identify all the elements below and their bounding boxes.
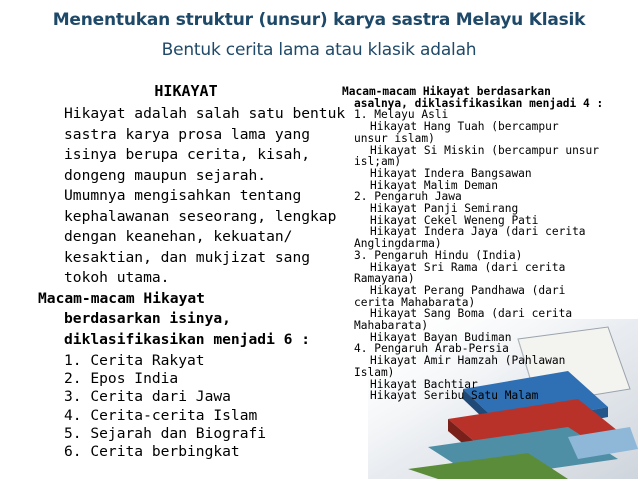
list-item: Islam) [354,365,395,379]
list-item: 3. Cerita dari Jawa [64,388,231,406]
definition-line: dengan keanehan, kekuatan/ [64,228,293,245]
list-item: Ramayana) [354,272,415,286]
list-item: Hikayat Bachtiar [370,377,478,391]
list-item: Hikayat Indera Jaya (dari cerita [370,225,586,239]
list-item: 1. Melayu Asli [354,108,449,122]
definition-line: dongeng maupun sejarah. [64,166,267,184]
macam-isi-list [38,352,314,461]
right-column [342,86,632,402]
list-item: 4. Cerita-cerita Islam [64,406,258,424]
list-item: unsur islam) [354,131,435,145]
list-item: Hikayat Hang Tuah (bercampur [370,120,559,134]
list-item: Hikayat Panji Semirang [370,202,519,216]
definition-line: kephalawanan seseorang, lengkap [64,207,337,225]
definition-line: tokoh utama. [64,269,170,286]
macam-asal-list [342,109,632,402]
list-item: isl;am) [354,155,402,169]
list-item: Hikayat Amir Hamzah (Pahlawan [370,354,566,368]
list-item: 6. Cerita berbingkat [64,443,240,461]
list-item: 2. Epos India [64,370,179,388]
list-item: 4. Pengaruh Arab-Persia [354,342,509,356]
macam-isi-heading [38,289,314,351]
list-item: Anglingdarma) [354,237,442,251]
macam-isi-heading-line: diklasifikasikan menjadi 6 : [64,330,311,348]
list-item: Mahabarata) [354,319,429,333]
list-item: Hikayat Sri Rama (dari cerita [370,260,566,274]
list-item: cerita Mahabarata) [354,295,476,309]
list-item: 2. Pengaruh Jawa [354,190,462,204]
list-item: 3. Pengaruh Hindu (India) [354,248,523,262]
list-item: 5. Sejarah dan Biografi [64,424,267,442]
macam-isi-heading-line: Macam-macam Hikayat [38,289,205,307]
list-item: Hikayat Seribu Satu Malam [370,389,539,403]
slide-title: Menentukan struktur (unsur) karya sastra Melayu Klasik [52,10,586,30]
hikayat-heading: HIKAYAT [154,82,218,100]
definition-line: kesaktian, dan mukjizat sang [64,248,311,266]
list-item: Hikayat Perang Pandhawa (dari [370,283,566,297]
hikayat-definition [38,104,346,289]
definition-line: Umumnya mengisahkan tentang [64,187,302,204]
list-item: Hikayat Si Miskin (bercampur unsur [370,143,600,157]
list-item: Hikayat Cekel Weneng Pati [370,213,539,227]
macam-asal-heading-line: asalnya, diklasifikasikan menjadi 4 : [354,96,604,110]
macam-asal-heading-line: Macam-macam Hikayat berdasarkan [342,85,551,98]
list-item: Hikayat Malim Deman [370,178,498,192]
definition-line: sastra karya prosa lama yang [64,125,311,143]
list-item: Hikayat Bayan Budiman [370,330,512,344]
definition-line: isinya berupa cerita, kisah, [64,146,311,163]
definition-line: Hikayat adalah salah satu bentuk [64,105,346,122]
list-item: 1. Cerita Rakyat [64,352,205,369]
left-column [38,82,346,461]
list-item: Hikayat Indera Bangsawan [370,166,532,180]
slide-subtitle: Bentuk cerita lama atau klasik adalah [161,40,477,60]
macam-isi-heading-line: berdasarkan isinya, [64,310,231,327]
list-item: Hikayat Sang Boma (dari cerita [370,307,573,321]
